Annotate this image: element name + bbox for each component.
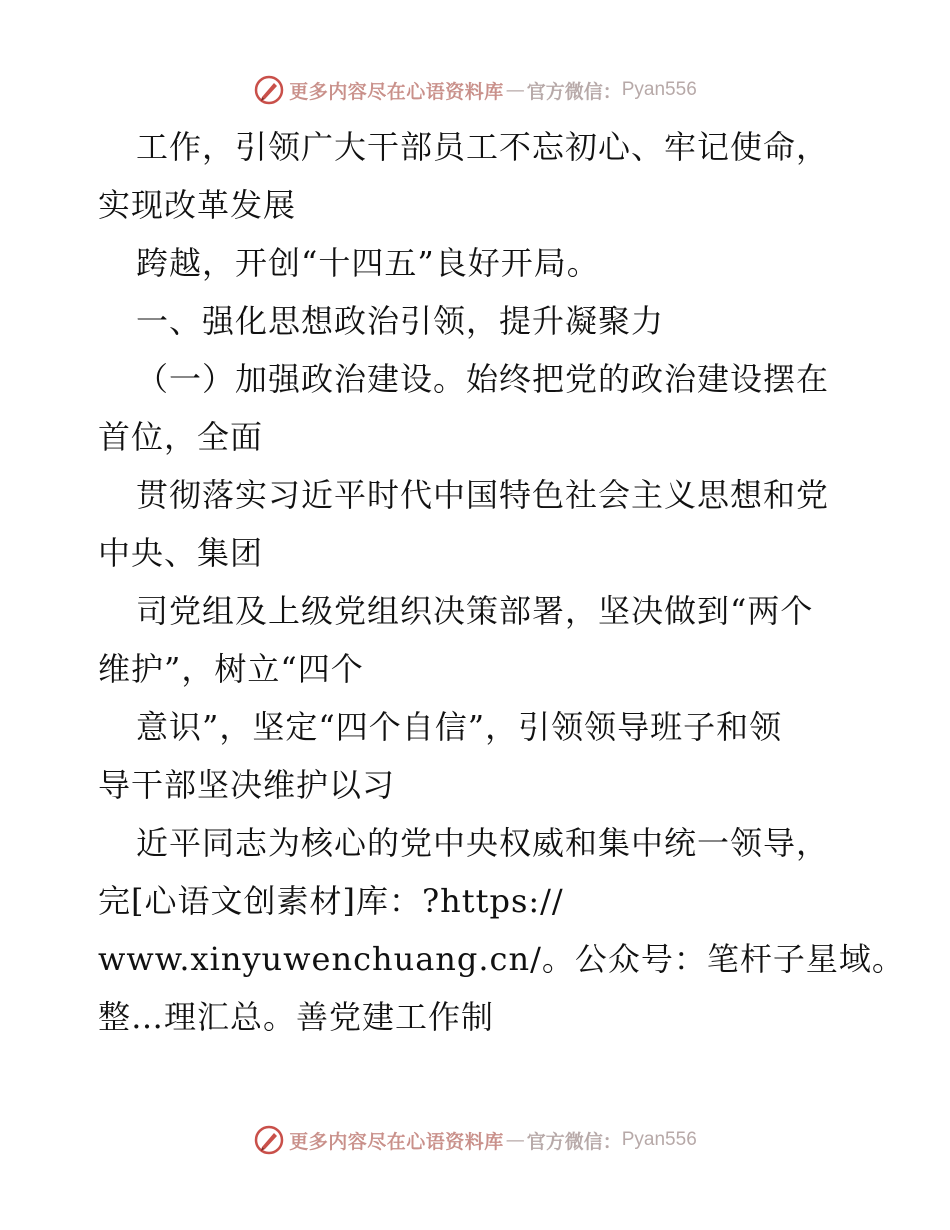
body-line: 跨越，开创“十四五”良好开局。 xyxy=(136,244,600,282)
banner-separator: — xyxy=(505,79,525,101)
body-line: 贯彻落实习近平时代中国特色社会主义思想和党 xyxy=(136,476,830,514)
body-line: 工作，引领广大干部员工不忘初心、牢记使命， xyxy=(136,128,830,166)
body-line: 维护”，树立“四个 xyxy=(98,650,364,688)
banner-text: 更多内容尽在心语资料库 xyxy=(289,80,504,103)
body-line: 整…理汇总。善党建工作制 xyxy=(98,998,495,1036)
body-line: （一）加强政治建设。始终把党的政治建设摆在 xyxy=(136,360,830,398)
banner-wechat-id: Pyan556 xyxy=(621,79,697,100)
body-line: 近平同志为核心的党中央权威和集中统一领导， xyxy=(136,824,830,862)
footer-banner xyxy=(0,1120,950,1160)
body-line: 意识”，坚定“四个自信”，引领领导班子和领 xyxy=(136,708,783,746)
banner-wechat-label: 官方微信： xyxy=(526,1130,622,1153)
section-heading: 一、强化思想政治引领，提升凝聚力 xyxy=(136,302,665,340)
banner-text: 更多内容尽在心语资料库 xyxy=(289,1130,504,1153)
body-line: www.xinyuwenchuang.cn/。公众号：笔杆子星域。 xyxy=(98,940,905,978)
body-line: 中央、集团 xyxy=(98,534,264,572)
pen-logo-icon xyxy=(253,1124,285,1156)
header-banner xyxy=(0,70,950,110)
body-line: 实现改革发展 xyxy=(98,186,297,224)
pen-logo-icon xyxy=(253,74,285,106)
body-line: 首位，全面 xyxy=(98,418,264,456)
banner-wechat-id: Pyan556 xyxy=(621,1129,697,1150)
body-line: 完[心语文创素材]库：?https:// xyxy=(98,882,564,920)
banner-wechat-label: 官方微信： xyxy=(526,80,622,103)
body-line: 司党组及上级党组织决策部署，坚决做到“两个 xyxy=(136,592,814,630)
body-line: 导干部坚决维护以习 xyxy=(98,766,396,804)
document-body xyxy=(98,118,905,1046)
banner-separator: — xyxy=(505,1129,525,1151)
